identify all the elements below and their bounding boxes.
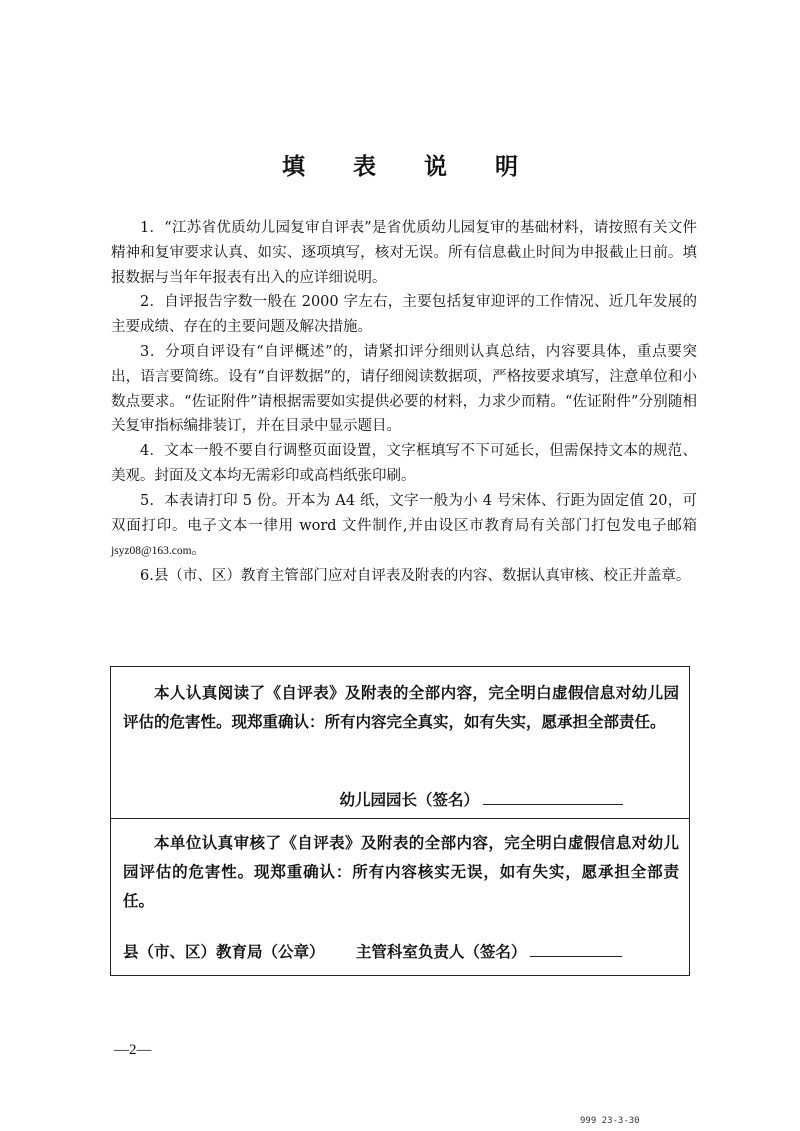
instruction-item-4: 4．文本一般不要自行调整页面设置，文字框填写不下可延长，但需保持文本的规范、美观。封面及文本均无需彩印或高档纸张印刷。 xyxy=(111,443,697,484)
instructions-section xyxy=(111,216,697,589)
instruction-item-5-text: 5．本表请打印 5 份。开本为 A4 纸，文字一般为小 4 号宋体、行距为固定值 20，可双面打印。电子文本一律用 word 文件制作,并由设区市教育局有关部门打包发电子邮箱 xyxy=(111,492,697,534)
instruction-item-6: 6.县（市、区）教育主管部门应对自评表及附表的内容、数据认真审核、校正并盖章。 xyxy=(140,568,691,585)
bureau-seal-label: 县（市、区）教育局（公章） xyxy=(123,943,325,961)
declaration-box xyxy=(110,666,690,976)
instruction-item-1: 1．“江苏省优质幼儿园复审自评表”是省优质幼儿园复审的基础材料，请按照有关文件精神和复审要求认真、如实、逐项填写，核对无误。所有信息截止时间为申报截止日前。填报数据与当年年报表有出入的应详细说明。 xyxy=(111,220,697,286)
email-address: jsyz08@163.com xyxy=(111,545,192,558)
page-number: —2— xyxy=(114,1042,152,1058)
officer-sign-group xyxy=(356,939,623,962)
unit-signature-line xyxy=(123,939,679,962)
officer-sign-label: 主管科室负责人（签名） xyxy=(355,943,527,961)
instruction-item-3: 3．分项自评设有“自评概述”的，请紧扣评分细则认真总结，内容要具体，重点要突出，语言要简练。设有“自评数据”的，请仔细阅读数据项，严格按要求填写，注意单位和小数点要求。“佐证附件”请根据需要如实提供必要的材料，力求少而精。“佐证附件”分别随相关复审指标编排装订，并在目录中显示题目。 xyxy=(111,343,697,435)
instruction-item-2: 2．自评报告字数一般在 2000 字左右，主要包括复审迎评的工作情况、近几年发展的主要成绩、存在的主要问题及解决措施。 xyxy=(111,294,697,336)
principal-declaration xyxy=(111,667,689,819)
page-title: 填 表 说 明 xyxy=(281,154,539,180)
unit-statement: 本单位认真审核了《自评表》及附表的全部内容，完全明白虚假信息对幼儿园评估的危害性。现郑重确认：所有内容核实无误，如有失实，愿承担全部责任。 xyxy=(123,834,679,910)
officer-signature-field[interactable] xyxy=(530,939,622,957)
unit-declaration xyxy=(111,819,689,975)
instruction-item-5 xyxy=(111,489,697,564)
instruction-item-5-end: 。 xyxy=(191,542,207,559)
principal-sign-label: 幼儿园园长（签名） xyxy=(339,791,479,809)
footer-code: 999 23-3-30 xyxy=(580,1116,640,1126)
principal-statement: 本人认真阅读了《自评表》及附表的全部内容，完全明白虚假信息对幼儿园评估的危害性。现郑重确认：所有内容完全真实，如有失实，愿承担全部责任。 xyxy=(123,684,679,731)
principal-signature-line xyxy=(339,787,623,810)
principal-signature-field[interactable] xyxy=(483,787,623,805)
